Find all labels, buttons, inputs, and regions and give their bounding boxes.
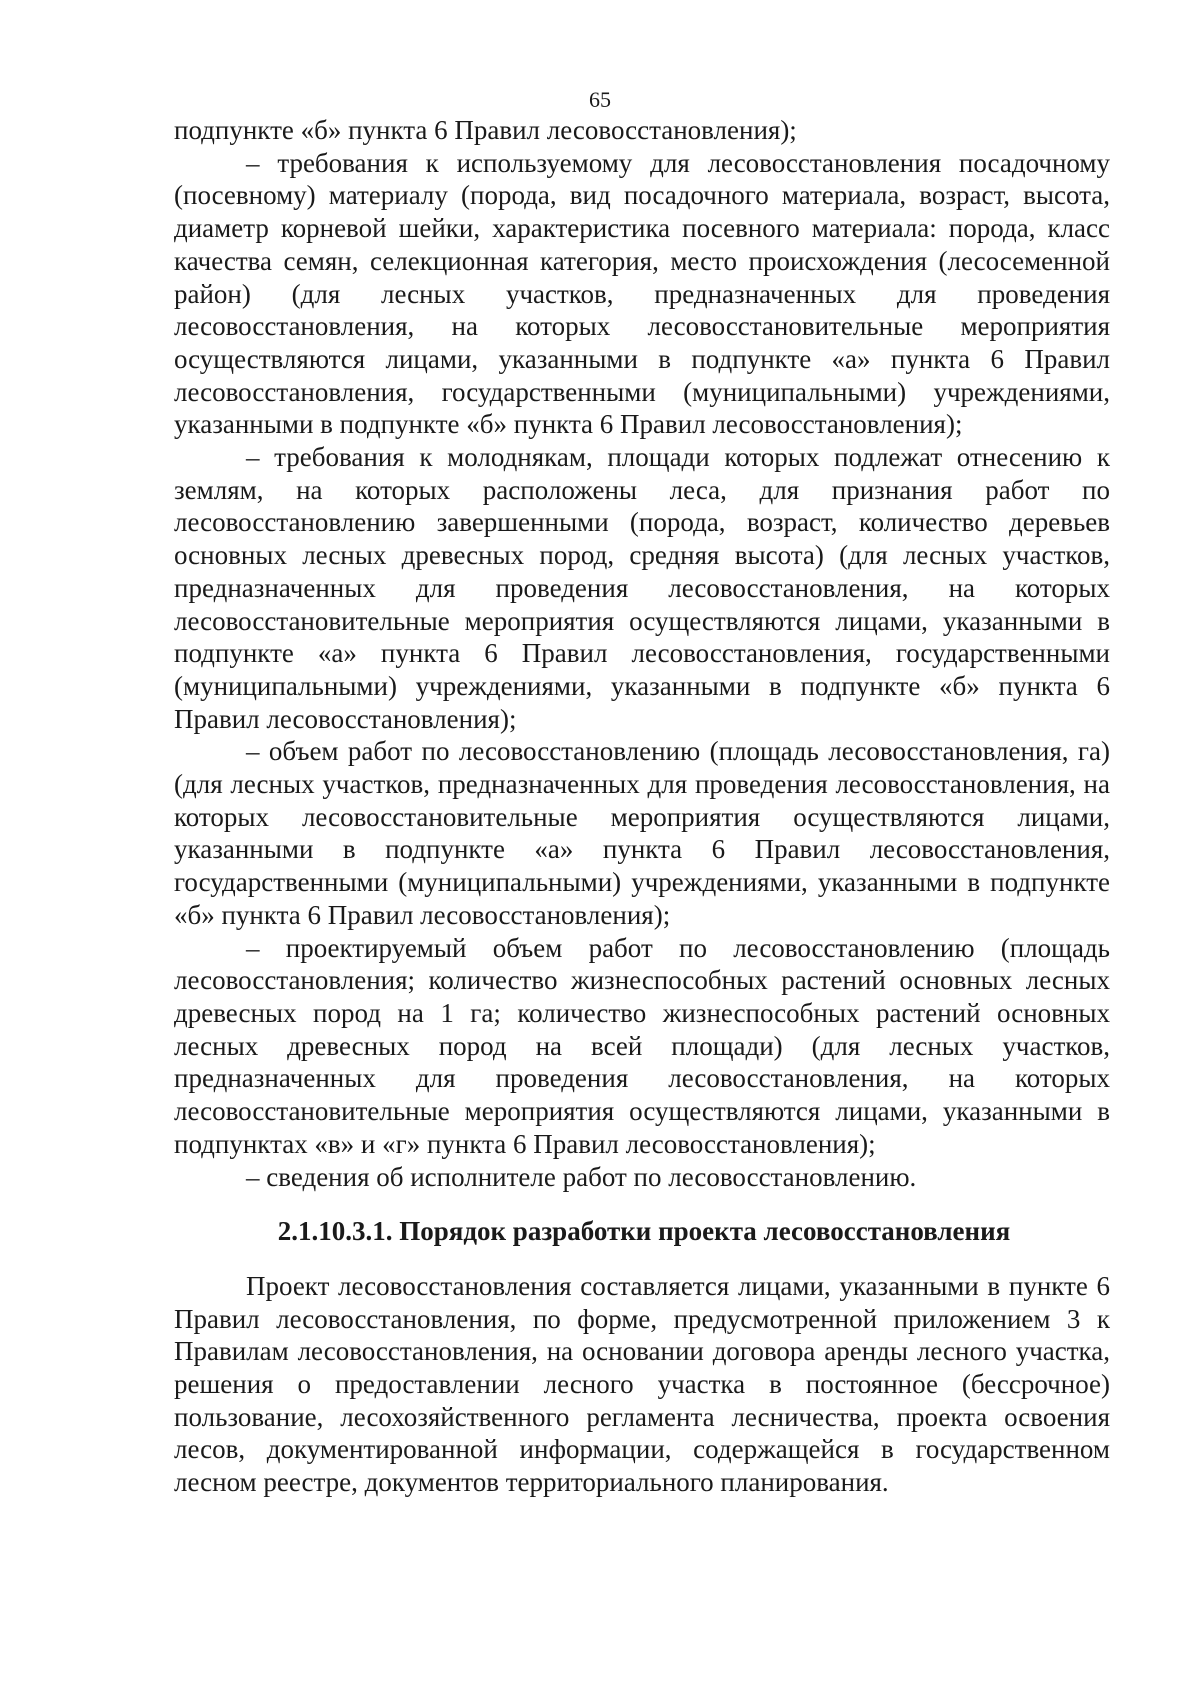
section-paragraph: Проект лесовосстановления составляется лицами, указанными в пункте 6 Правил лесовосстановления, по форме, предусмотренной приложением 3 к Правилам лесовосстановления, на основании договора аренды лесного участка, решения о предоставлении лесного участка в постоянное (бессрочное) пользование, лесохозяйственного регламента лесничества, проекта освоения лесов, документированной информации, содержащейся в государственном лесном реестре, документов территориального планирования.	[174, 1270, 1110, 1498]
document-body	[174, 114, 1110, 1499]
list-item-planting-material-requirements: – требования к используемому для лесовосстановления посадочному (посевному) материалу (порода, вид посадочного материала, возраст, высота, диаметр корневой шейки, характеристика посевного материала: порода, класс качества семян, селекционная категория, место происхождения (лесосеменной район) (для лесных участков, предназначенных для проведения лесовосстановления, на которых лесовосстановительные мероприятия осуществляются лицами, указанными в подпункте «а» пункта 6 Правил лесовосстановления, государственными (муниципальными) учреждениями, указанными в подпункте «б» пункта 6 Правил лесовосстановления);	[174, 147, 1110, 440]
list-item-work-volume: – объем работ по лесовосстановлению (площадь лесовосстановления, га) (для лесных участков, предназначенных для проведения лесовосстановления, на которых лесовосстановительные мероприятия осуществляются лицами, указанными в подпункте «а» пункта 6 Правил лесовосстановления, государственными (муниципальными) учреждениями, указанными в подпункте «б» пункта 6 Правил лесовосстановления);	[174, 736, 1110, 930]
page-number: 65	[589, 87, 611, 112]
section-heading: 2.1.10.3.1. Порядок разработки проекта лесовосстановления	[277, 1216, 1011, 1247]
list-item-contractor-info: – сведения об исполнителе работ по лесовосстановлению.	[246, 1161, 917, 1192]
list-item-projected-work-volume: – проектируемый объем работ по лесовосстановлению (площадь лесовосстановления; количество жизнеспособных растений основных лесных древесных пород на 1 га; количество жизнеспособных растений основных лесных древесных пород на всей площади) (для лесных участков, предназначенных для проведения лесовосстановления, на которых лесовосстановительные мероприятия осуществляются лицами, указанными в подпунктах «в» и «г» пункта 6 Правил лесовосстановления);	[174, 932, 1110, 1159]
list-item-young-growth-requirements: – требования к молоднякам, площади которых подлежат отнесению к землям, на которых расположены леса, для признания работ по лесовосстановлению завершенными (порода, возраст, количество деревьев основных лесных древесных пород, средняя высота) (для лесных участков, предназначенных для проведения лесовосстановления, на которых лесовосстановительные мероприятия осуществляются лицами, указанными в подпункте «а» пункта 6 Правил лесовосстановления, государственными (муниципальными) учреждениями, указанными в подпункте «б» пункта 6 Правил лесовосстановления);	[174, 442, 1110, 734]
paragraph-continuation: подпункте «б» пункта 6 Правил лесовосстановления);	[174, 115, 797, 145]
